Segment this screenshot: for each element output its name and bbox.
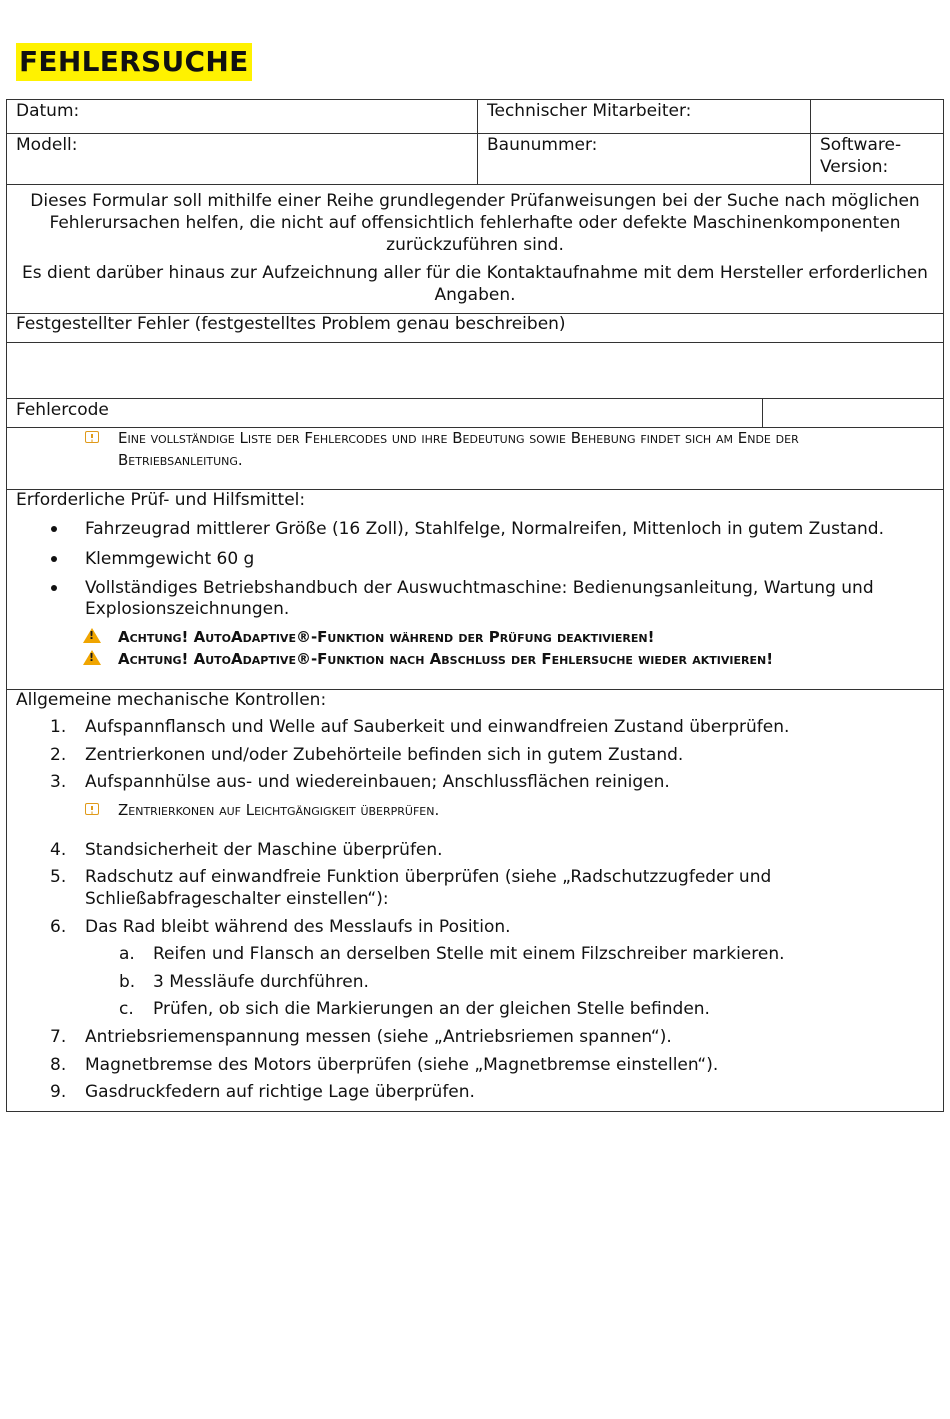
- warning-icon: [83, 650, 101, 665]
- model-label: Modell:: [16, 135, 78, 155]
- note-icon: [85, 803, 99, 815]
- fault-code-field[interactable]: [762, 398, 944, 428]
- sub-check-text: Prüfen, ob sich die Markierungen an der gleichen Stelle befinden.: [153, 999, 710, 1019]
- sub-check-letter: a.: [119, 944, 135, 964]
- bullet-icon: [51, 585, 57, 591]
- check-number: 6.: [50, 917, 67, 937]
- check-text: Magnetbremse des Motors überprüfen (siehe „Magnetbremse einstellen“).: [85, 1055, 719, 1075]
- warning-text: Achtung! AutoAdaptive®-Funktion während der Prüfung deaktivieren!: [118, 628, 655, 646]
- check-text: Standsicherheit der Maschine überprüfen.: [85, 840, 443, 860]
- check-text-continued: Schließabfrageschalter einstellen“):: [85, 889, 389, 909]
- software-label-line1: Software-: [820, 135, 902, 155]
- sub-check-letter: c.: [119, 999, 134, 1019]
- tools-item: Vollständiges Betriebshandbuch der Auswuchtmaschine: Bedienungsanleitung, Wartung und: [85, 578, 874, 598]
- tools-heading: Erforderliche Prüf- und Hilfsmittel:: [16, 490, 306, 510]
- fault-code-label: Fehlercode: [16, 400, 109, 420]
- intro-line: Angaben.: [434, 285, 516, 305]
- warning-text: Achtung! AutoAdaptive®-Funktion nach Abschluss der Fehlersuche wieder aktivieren!: [118, 650, 774, 668]
- extra-cell[interactable]: [810, 99, 944, 134]
- technician-label: Technischer Mitarbeiter:: [487, 101, 692, 121]
- fault-note-line2: Betriebsanleitung.: [118, 451, 243, 469]
- tools-item: Klemmgewicht 60 g: [85, 549, 255, 569]
- check-number: 5.: [50, 867, 67, 887]
- sub-check-text: 3 Messläufe durchführen.: [153, 972, 369, 992]
- page-title: FEHLERSUCHE: [16, 43, 252, 81]
- checks-heading: Allgemeine mechanische Kontrollen:: [16, 690, 327, 710]
- check-text: Antriebsriemenspannung messen (siehe „Antriebsriemen spannen“).: [85, 1027, 672, 1047]
- intro-line: Es dient darüber hinaus zur Aufzeichnung aller für die Kontaktaufnahme mit dem Hersteller erforderlichen: [22, 263, 928, 283]
- check-number: 2.: [50, 745, 67, 765]
- check-text: Aufspannhülse aus- und wiedereinbauen; Anschlussflächen reinigen.: [85, 772, 670, 792]
- note-icon: [85, 431, 99, 443]
- check-number: 4.: [50, 840, 67, 860]
- tools-item: Fahrzeugrad mittlerer Größe (16 Zoll), Stahlfelge, Normalreifen, Mittenloch in gutem Zustand.: [85, 519, 884, 539]
- fault-description-field[interactable]: [6, 342, 944, 399]
- tools-item-continued: Explosionszeichnungen.: [85, 599, 290, 619]
- bullet-icon: [51, 526, 57, 532]
- intro-line: Fehlerursachen helfen, die nicht auf offensichtlich fehlerhafte oder defekte Maschinenkomponenten: [49, 213, 901, 233]
- check-number: 7.: [50, 1027, 67, 1047]
- check-text: Aufspannflansch und Welle auf Sauberkeit und einwandfreien Zustand überprüfen.: [85, 717, 790, 737]
- warning-icon: [83, 628, 101, 643]
- serial-label: Baunummer:: [487, 135, 598, 155]
- sub-check-text: Reifen und Flansch an derselben Stelle mit einem Filzschreiber markieren.: [153, 944, 785, 964]
- check-number: 8.: [50, 1055, 67, 1075]
- fault-code-label-cell: [6, 398, 763, 428]
- fault-note-line1: Eine vollständige Liste der Fehlercodes und ihre Bedeutung sowie Behebung findet sich am Ende der: [118, 429, 799, 447]
- check-note: Zentrierkonen auf Leichtgängigkeit überprüfen.: [118, 801, 440, 819]
- check-number: 9.: [50, 1082, 67, 1102]
- intro-line: zurückzuführen sind.: [386, 235, 564, 255]
- sub-check-letter: b.: [119, 972, 136, 992]
- date-label: Datum:: [16, 101, 80, 121]
- check-text: Das Rad bleibt während des Messlaufs in Position.: [85, 917, 511, 937]
- intro-line: Dieses Formular soll mithilfe einer Reihe grundlegender Prüfanweisungen bei der Suche nach möglichen: [30, 191, 920, 211]
- check-text: Zentrierkonen und/oder Zubehörteile befinden sich in gutem Zustand.: [85, 745, 684, 765]
- check-number: 1.: [50, 717, 67, 737]
- fault-label: Festgestellter Fehler (festgestelltes Problem genau beschreiben): [16, 314, 566, 334]
- check-number: 3.: [50, 772, 67, 792]
- check-text: Gasdruckfedern auf richtige Lage überprüfen.: [85, 1082, 475, 1102]
- check-text: Radschutz auf einwandfreie Funktion überprüfen (siehe „Radschutzzugfeder und: [85, 867, 772, 887]
- software-label-line2: Version:: [820, 157, 889, 177]
- bullet-icon: [51, 556, 57, 562]
